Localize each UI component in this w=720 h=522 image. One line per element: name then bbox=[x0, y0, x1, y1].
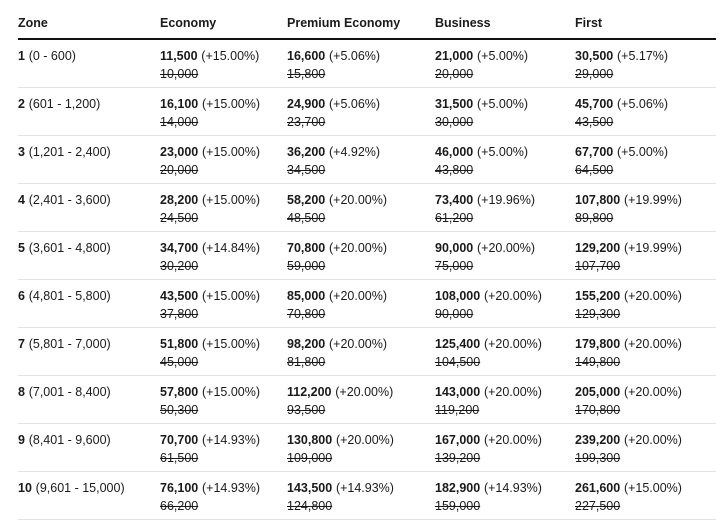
fare-old-value: 14,000 bbox=[160, 115, 199, 129]
fare-old-value: 45,000 bbox=[160, 355, 199, 369]
fare-new-value: 143,500 bbox=[287, 481, 333, 495]
fare-new-value: 108,000 bbox=[435, 289, 481, 303]
fare-change-percent: (+15.00%) bbox=[201, 289, 261, 303]
zone-number: 3 bbox=[18, 145, 25, 159]
fare-old-value: 43,500 bbox=[575, 115, 614, 129]
zone-cell bbox=[18, 232, 160, 280]
fare-change-percent: (+20.00%) bbox=[476, 241, 536, 255]
fare-new-value: 73,400 bbox=[435, 193, 474, 207]
fare-new-value: 24,900 bbox=[287, 97, 326, 111]
fare-cell-premium-economy bbox=[287, 280, 435, 328]
fare-change-percent: (+19.99%) bbox=[623, 193, 682, 207]
fare-cell-premium-economy bbox=[287, 88, 435, 136]
fare-change-percent: (+20.00%) bbox=[328, 289, 388, 303]
fare-old-value: 20,000 bbox=[160, 163, 199, 177]
fare-cell-first bbox=[575, 424, 716, 472]
fare-new-value: 28,200 bbox=[160, 193, 199, 207]
zone-range: (0 - 600) bbox=[28, 49, 76, 63]
fare-cell-premium-economy bbox=[287, 136, 435, 184]
fare-cell-first bbox=[575, 184, 716, 232]
fare-old-value: 89,800 bbox=[575, 211, 614, 225]
fare-new-value: 31,500 bbox=[435, 97, 474, 111]
fare-change-percent: (+4.92%) bbox=[328, 145, 381, 159]
zone-cell bbox=[18, 136, 160, 184]
zone-number: 5 bbox=[18, 241, 25, 255]
fare-new-value: 57,800 bbox=[160, 385, 199, 399]
fare-cell-economy bbox=[160, 328, 287, 376]
zone-range: (4,801 - 5,800) bbox=[28, 289, 111, 303]
fare-old-value: 124,800 bbox=[287, 499, 333, 513]
fare-change-percent: (+15.00%) bbox=[201, 145, 261, 159]
fare-old-value: 61,500 bbox=[160, 451, 199, 465]
fare-new-value: 125,400 bbox=[435, 337, 481, 351]
fare-old-value: 199,300 bbox=[575, 451, 621, 465]
fare-change-percent: (+5.06%) bbox=[616, 97, 669, 111]
header-row bbox=[18, 0, 716, 39]
zone-range: (601 - 1,200) bbox=[28, 97, 101, 111]
fare-old-value: 129,300 bbox=[575, 307, 621, 321]
fare-cell-first bbox=[575, 232, 716, 280]
zone-number: 4 bbox=[18, 193, 25, 207]
fare-new-value: 34,700 bbox=[160, 241, 199, 255]
fare-cell-business bbox=[435, 424, 575, 472]
zone-row bbox=[18, 88, 716, 136]
zone-cell bbox=[18, 39, 160, 88]
fare-cell-economy bbox=[160, 232, 287, 280]
fare-cell-premium-economy bbox=[287, 232, 435, 280]
zone-number: 6 bbox=[18, 289, 25, 303]
fare-table-body bbox=[18, 39, 716, 520]
fare-new-value: 21,000 bbox=[435, 49, 474, 63]
fare-old-value: 107,700 bbox=[575, 259, 621, 273]
zone-cell bbox=[18, 424, 160, 472]
fare-new-value: 143,000 bbox=[435, 385, 481, 399]
column-header-premium-economy: Premium Economy bbox=[287, 0, 435, 39]
fare-change-percent: (+20.00%) bbox=[483, 289, 542, 303]
fare-cell-first bbox=[575, 88, 716, 136]
fare-new-value: 205,000 bbox=[575, 385, 621, 399]
fare-new-value: 30,500 bbox=[575, 49, 614, 63]
fare-old-value: 70,800 bbox=[287, 307, 326, 321]
fare-cell-business bbox=[435, 184, 575, 232]
fare-old-value: 170,800 bbox=[575, 403, 621, 417]
fare-change-percent: (+5.00%) bbox=[616, 145, 669, 159]
fare-change-percent: (+20.00%) bbox=[335, 385, 394, 399]
fare-change-percent: (+5.00%) bbox=[476, 49, 529, 63]
fare-old-value: 20,000 bbox=[435, 67, 474, 81]
fare-change-percent: (+15.00%) bbox=[201, 385, 261, 399]
zone-cell bbox=[18, 376, 160, 424]
fare-new-value: 23,000 bbox=[160, 145, 199, 159]
fare-old-value: 64,500 bbox=[575, 163, 614, 177]
fare-old-value: 149,800 bbox=[575, 355, 621, 369]
fare-cell-economy bbox=[160, 136, 287, 184]
fare-cell-first bbox=[575, 376, 716, 424]
zone-range: (7,001 - 8,400) bbox=[28, 385, 111, 399]
fare-change-percent: (+15.00%) bbox=[201, 193, 261, 207]
fare-new-value: 130,800 bbox=[287, 433, 333, 447]
fare-change-percent: (+20.00%) bbox=[483, 385, 542, 399]
column-header-business: Business bbox=[435, 0, 575, 39]
fare-change-percent: (+15.00%) bbox=[623, 481, 682, 495]
fare-old-value: 34,500 bbox=[287, 163, 326, 177]
fare-old-value: 10,000 bbox=[160, 67, 199, 81]
fare-new-value: 70,800 bbox=[287, 241, 326, 255]
fare-change-percent: (+14.84%) bbox=[201, 241, 261, 255]
fare-change-percent: (+19.99%) bbox=[623, 241, 682, 255]
fare-cell-business bbox=[435, 328, 575, 376]
fare-old-value: 48,500 bbox=[287, 211, 326, 225]
fare-change-percent: (+20.00%) bbox=[623, 385, 682, 399]
fare-old-value: 227,500 bbox=[575, 499, 621, 513]
fare-old-value: 23,700 bbox=[287, 115, 326, 129]
fare-new-value: 182,900 bbox=[435, 481, 481, 495]
fare-old-value: 75,000 bbox=[435, 259, 474, 273]
fare-cell-first bbox=[575, 280, 716, 328]
fare-change-percent: (+15.00%) bbox=[201, 337, 261, 351]
fare-cell-economy bbox=[160, 472, 287, 520]
fare-old-value: 93,500 bbox=[287, 403, 326, 417]
fare-cell-business bbox=[435, 232, 575, 280]
zone-number: 9 bbox=[18, 433, 25, 447]
fare-change-percent: (+15.00%) bbox=[201, 49, 260, 63]
column-header-first: First bbox=[575, 0, 716, 39]
zone-row bbox=[18, 136, 716, 184]
fare-cell-business bbox=[435, 39, 575, 88]
fare-old-value: 139,200 bbox=[435, 451, 481, 465]
fare-new-value: 239,200 bbox=[575, 433, 621, 447]
fare-change-percent: (+20.00%) bbox=[483, 433, 542, 447]
fare-cell-business bbox=[435, 136, 575, 184]
fare-change-percent: (+5.00%) bbox=[476, 145, 529, 159]
zone-range: (8,401 - 9,600) bbox=[28, 433, 111, 447]
fare-change-percent: (+20.00%) bbox=[328, 337, 388, 351]
zone-row bbox=[18, 376, 716, 424]
fare-cell-economy bbox=[160, 424, 287, 472]
zone-number: 1 bbox=[18, 49, 25, 63]
fare-new-value: 58,200 bbox=[287, 193, 326, 207]
zone-cell bbox=[18, 472, 160, 520]
zone-range: (1,201 - 2,400) bbox=[28, 145, 111, 159]
fare-old-value: 59,000 bbox=[287, 259, 326, 273]
fare-old-value: 90,000 bbox=[435, 307, 474, 321]
zone-number: 7 bbox=[18, 337, 25, 351]
zone-range: (9,601 - 15,000) bbox=[35, 481, 125, 495]
fare-new-value: 129,200 bbox=[575, 241, 621, 255]
zone-row bbox=[18, 232, 716, 280]
zone-number: 2 bbox=[18, 97, 25, 111]
zone-range: (5,801 - 7,000) bbox=[28, 337, 111, 351]
fare-zone-table bbox=[18, 0, 716, 520]
fare-change-percent: (+20.00%) bbox=[623, 337, 682, 351]
fare-new-value: 36,200 bbox=[287, 145, 326, 159]
fare-new-value: 11,500 bbox=[160, 49, 198, 63]
fare-cell-business bbox=[435, 376, 575, 424]
fare-old-value: 43,800 bbox=[435, 163, 474, 177]
fare-cell-premium-economy bbox=[287, 184, 435, 232]
fare-change-percent: (+14.93%) bbox=[201, 433, 261, 447]
fare-old-value: 15,800 bbox=[287, 67, 326, 81]
fare-old-value: 104,500 bbox=[435, 355, 481, 369]
fare-new-value: 51,800 bbox=[160, 337, 199, 351]
fare-new-value: 112,200 bbox=[287, 385, 332, 399]
fare-old-value: 66,200 bbox=[160, 499, 199, 513]
fare-cell-first bbox=[575, 328, 716, 376]
fare-new-value: 261,600 bbox=[575, 481, 621, 495]
fare-old-value: 109,000 bbox=[287, 451, 333, 465]
fare-cell-first bbox=[575, 472, 716, 520]
fare-cell-economy bbox=[160, 39, 287, 88]
column-header-zone: Zone bbox=[18, 0, 160, 39]
fare-cell-economy bbox=[160, 88, 287, 136]
fare-new-value: 85,000 bbox=[287, 289, 326, 303]
fare-new-value: 43,500 bbox=[160, 289, 199, 303]
zone-range: (2,401 - 3,600) bbox=[28, 193, 111, 207]
fare-change-percent: (+20.00%) bbox=[623, 433, 682, 447]
fare-cell-economy bbox=[160, 280, 287, 328]
fare-new-value: 98,200 bbox=[287, 337, 326, 351]
fare-cell-economy bbox=[160, 184, 287, 232]
fare-old-value: 30,000 bbox=[435, 115, 474, 129]
fare-cell-first bbox=[575, 136, 716, 184]
fare-change-percent: (+14.93%) bbox=[483, 481, 542, 495]
fare-change-percent: (+14.93%) bbox=[335, 481, 394, 495]
fare-new-value: 67,700 bbox=[575, 145, 614, 159]
fare-new-value: 107,800 bbox=[575, 193, 621, 207]
fare-old-value: 30,200 bbox=[160, 259, 199, 273]
fare-cell-premium-economy bbox=[287, 424, 435, 472]
fare-change-percent: (+19.96%) bbox=[476, 193, 536, 207]
fare-old-value: 50,300 bbox=[160, 403, 199, 417]
fare-new-value: 16,600 bbox=[287, 49, 326, 63]
zone-number: 8 bbox=[18, 385, 25, 399]
fare-new-value: 76,100 bbox=[160, 481, 199, 495]
fare-old-value: 119,200 bbox=[435, 403, 480, 417]
zone-row bbox=[18, 424, 716, 472]
fare-old-value: 37,800 bbox=[160, 307, 199, 321]
zone-range: (3,601 - 4,800) bbox=[28, 241, 111, 255]
fare-old-value: 81,800 bbox=[287, 355, 326, 369]
fare-change-percent: (+15.00%) bbox=[201, 97, 261, 111]
column-header-economy: Economy bbox=[160, 0, 287, 39]
fare-change-percent: (+5.17%) bbox=[616, 49, 669, 63]
zone-row bbox=[18, 280, 716, 328]
fare-change-percent: (+20.00%) bbox=[328, 193, 388, 207]
fare-cell-business bbox=[435, 88, 575, 136]
fare-cell-business bbox=[435, 472, 575, 520]
fare-change-percent: (+20.00%) bbox=[623, 289, 682, 303]
fare-new-value: 45,700 bbox=[575, 97, 614, 111]
fare-old-value: 29,000 bbox=[575, 67, 614, 81]
zone-number: 10 bbox=[18, 481, 32, 495]
zone-cell bbox=[18, 280, 160, 328]
zone-cell bbox=[18, 184, 160, 232]
zone-row bbox=[18, 472, 716, 520]
fare-cell-premium-economy bbox=[287, 472, 435, 520]
fare-cell-premium-economy bbox=[287, 376, 435, 424]
fare-change-percent: (+20.00%) bbox=[328, 241, 388, 255]
fare-new-value: 179,800 bbox=[575, 337, 621, 351]
zone-row bbox=[18, 328, 716, 376]
fare-new-value: 155,200 bbox=[575, 289, 621, 303]
fare-change-percent: (+20.00%) bbox=[335, 433, 394, 447]
fare-new-value: 90,000 bbox=[435, 241, 474, 255]
zone-row bbox=[18, 184, 716, 232]
fare-change-percent: (+20.00%) bbox=[483, 337, 542, 351]
fare-new-value: 70,700 bbox=[160, 433, 199, 447]
zone-row bbox=[18, 39, 716, 88]
fare-cell-economy bbox=[160, 376, 287, 424]
fare-table-header bbox=[18, 0, 716, 39]
zone-cell bbox=[18, 328, 160, 376]
fare-old-value: 24,500 bbox=[160, 211, 199, 225]
zone-cell bbox=[18, 88, 160, 136]
fare-old-value: 61,200 bbox=[435, 211, 474, 225]
fare-new-value: 16,100 bbox=[160, 97, 199, 111]
fare-change-percent: (+5.06%) bbox=[328, 97, 381, 111]
fare-new-value: 167,000 bbox=[435, 433, 481, 447]
fare-change-percent: (+5.06%) bbox=[328, 49, 381, 63]
fare-change-percent: (+5.00%) bbox=[476, 97, 529, 111]
fare-cell-first bbox=[575, 39, 716, 88]
fare-cell-premium-economy bbox=[287, 328, 435, 376]
fare-change-percent: (+14.93%) bbox=[201, 481, 261, 495]
fare-cell-business bbox=[435, 280, 575, 328]
fare-old-value: 159,000 bbox=[435, 499, 481, 513]
fare-cell-premium-economy bbox=[287, 39, 435, 88]
fare-new-value: 46,000 bbox=[435, 145, 474, 159]
